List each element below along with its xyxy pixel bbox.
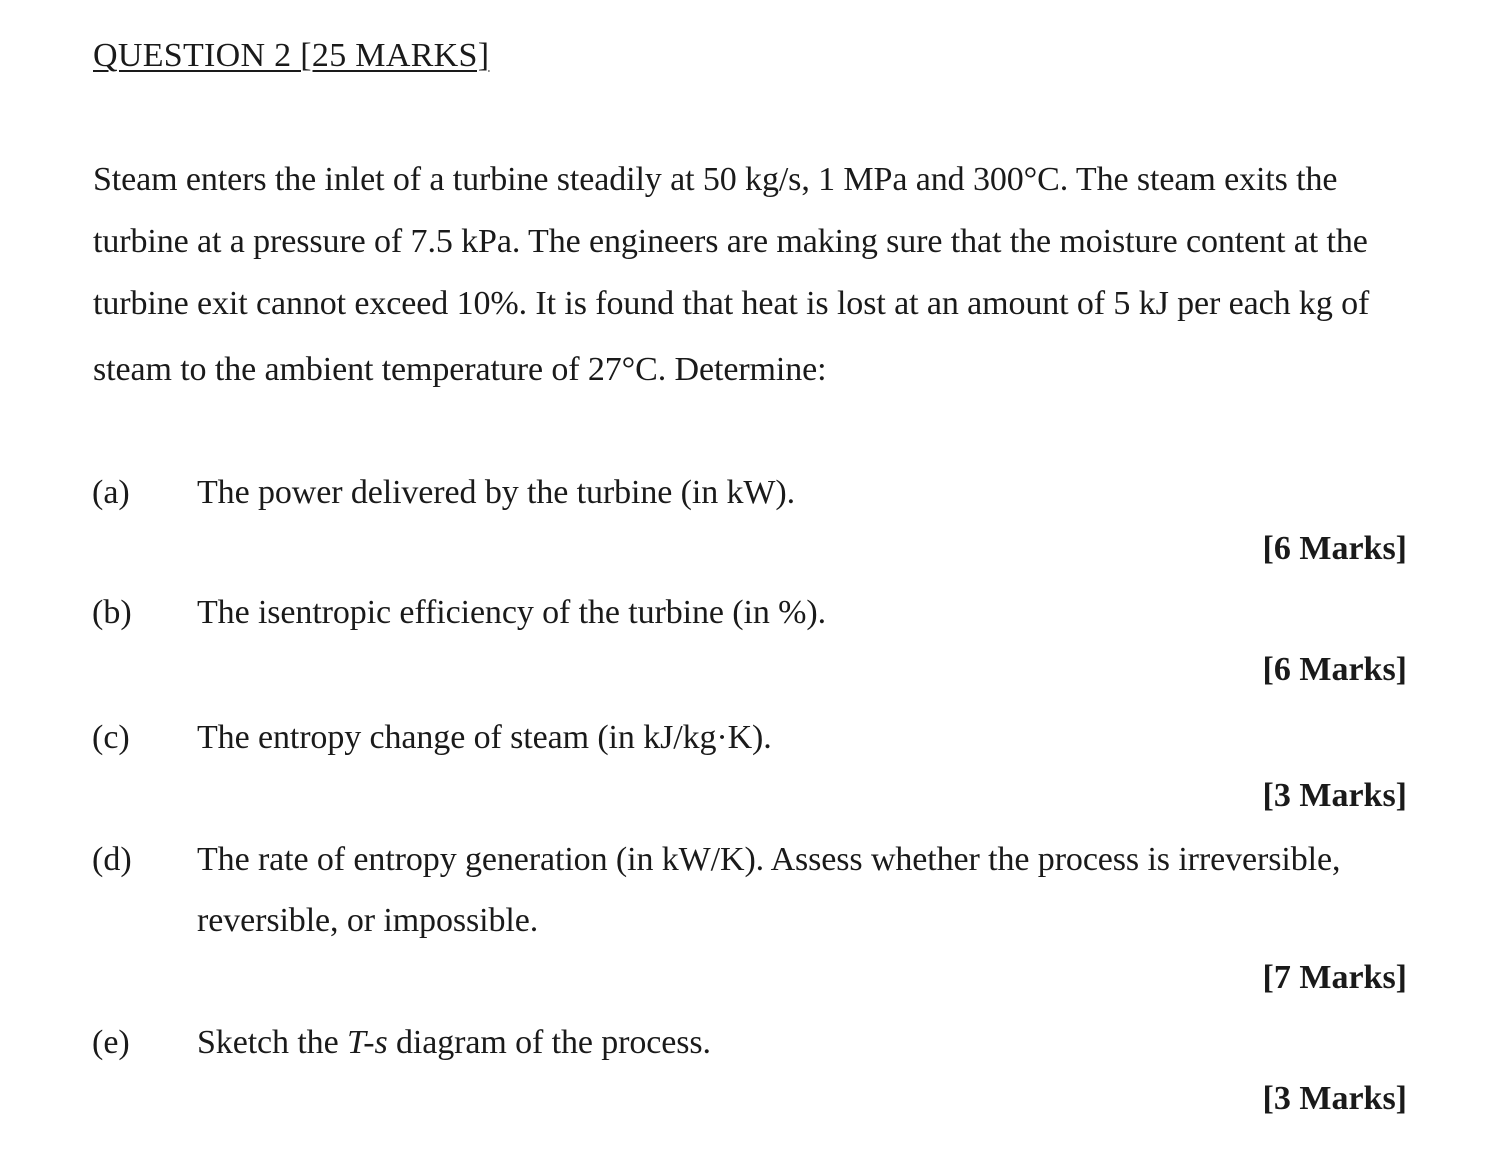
marks-label: [6 Marks] <box>1262 651 1407 688</box>
stem-line: turbine exit cannot exceed 10%. It is found that heat is lost at an amount of 5 kJ per each kg of <box>93 285 1370 322</box>
marks-label: [3 Marks] <box>1262 1080 1407 1117</box>
part-text-before: Sketch the <box>197 1024 347 1061</box>
part-label: (b) <box>92 594 132 631</box>
part-label: (c) <box>92 719 130 756</box>
part-label: (d) <box>92 841 132 878</box>
part-label: (a) <box>92 474 130 511</box>
marks-label: [7 Marks] <box>1262 959 1407 996</box>
ts-diagram-term: T-s <box>346 1024 388 1061</box>
part-text: The power delivered by the turbine (in kW). <box>197 474 796 511</box>
part-text: The entropy change of steam (in kJ/kg·K). <box>197 719 772 756</box>
part-text <box>197 1021 711 1065</box>
part-text-line: reversible, or impossible. <box>197 902 539 939</box>
stem-line: steam to the ambient temperature of 27°C. Determine: <box>93 351 827 388</box>
stem-line: turbine at a pressure of 7.5 kPa. The engineers are making sure that the moisture content at the <box>93 223 1368 260</box>
marks-label: [6 Marks] <box>1262 530 1407 567</box>
part-text-line: The rate of entropy generation (in kW/K). Assess whether the process is irreversible, <box>197 841 1341 878</box>
question-heading: QUESTION 2 [25 MARKS] <box>93 37 490 74</box>
stem-line: Steam enters the inlet of a turbine steadily at 50 kg/s, 1 MPa and 300°C. The steam exits the <box>93 161 1338 198</box>
part-label: (e) <box>92 1024 130 1061</box>
marks-label: [3 Marks] <box>1262 777 1407 814</box>
part-text-after: diagram of the process. <box>387 1024 711 1061</box>
part-text: The isentropic efficiency of the turbine (in %). <box>197 594 826 631</box>
